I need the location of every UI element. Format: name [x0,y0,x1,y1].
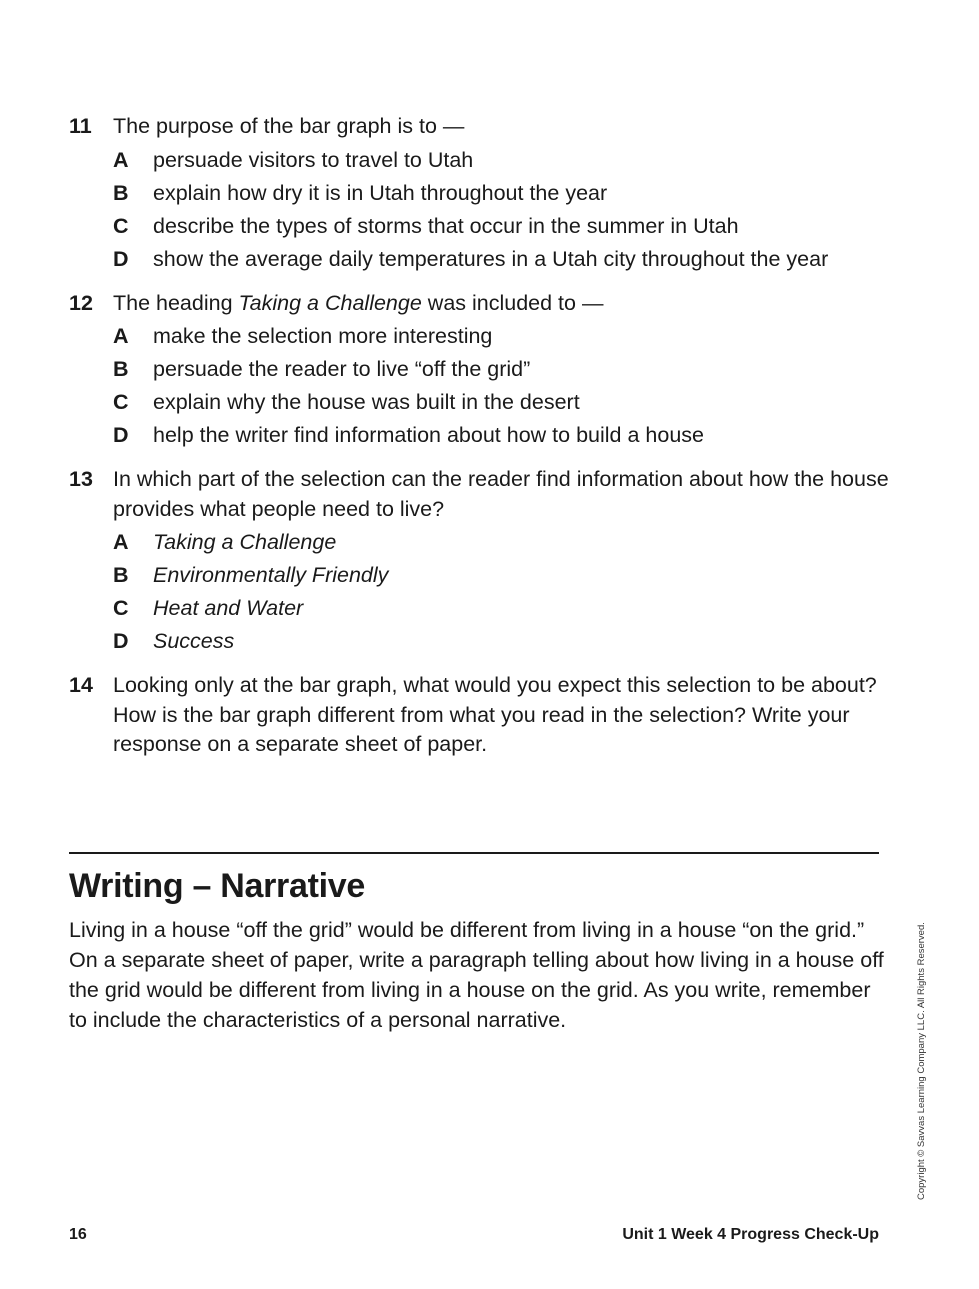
question-text-start: The heading [113,290,239,315]
option-letter: D [113,423,129,447]
section-title: Writing – Narrative [69,867,365,905]
option-b [113,178,889,208]
option-letter: C [113,213,129,238]
question-text: In which part of the selection can the reader find information about how the house provides what people need to live? [113,467,889,521]
option-text: describe the types of storms that occur in the summer in Utah [153,213,739,238]
option-d [113,626,889,656]
option-letter: A [113,324,129,348]
option-c [113,593,889,623]
option-text: persuade the reader to live “off the grid” [153,357,531,381]
option-letter: B [113,563,129,587]
option-a [113,145,889,175]
option-letter: A [113,147,129,172]
option-d [113,420,889,450]
question-number: 12 [69,290,93,315]
option-c [113,211,889,241]
option-a [113,321,889,351]
option-letter: B [113,180,129,205]
questions-section [69,112,889,775]
question-text [113,289,889,319]
option-text: Heat and Water [153,596,304,620]
answer-options [113,145,889,274]
option-letter: A [113,530,129,554]
option-text: Environmentally Friendly [153,563,389,587]
option-letter: C [113,596,129,620]
question-14 [69,671,889,760]
option-text: persuade visitors to travel to Utah [153,147,474,172]
option-d [113,244,889,274]
option-a [113,527,889,557]
answer-options [113,527,889,656]
option-letter: D [113,629,129,653]
option-letter: D [113,246,129,271]
option-letter: B [113,357,129,381]
option-text: Taking a Challenge [153,530,337,554]
option-text: show the average daily temperatures in a Utah city throughout the year [153,246,829,271]
question-13 [69,465,889,656]
option-text: help the writer find information about how to build a house [153,423,704,447]
footer-title: Unit 1 Week 4 Progress Check-Up [622,1226,879,1243]
question-number: 11 [69,114,92,138]
question-text-end: was included to — [421,290,604,315]
option-text: make the selection more interesting [153,324,493,348]
option-b [113,354,889,384]
option-text: explain how dry it is in Utah throughout the year [153,180,608,205]
section-divider [69,852,879,854]
question-text: Looking only at the bar graph, what would you expect this selection to be about? How is the bar graph different from what you read in the selection? Write your response on a separate sheet of paper. [113,673,877,756]
option-letter: C [113,390,129,414]
option-b [113,560,889,590]
question-12 [69,289,889,451]
writing-prompt: Living in a house “off the grid” would be different from living in a house “on the grid.” On a separate sheet of paper, write a paragraph telling about how living in a house off the grid would be different from living in a house on the grid. As you write, remember to include the characteristics of a personal narrative. [69,918,884,1032]
question-number: 14 [69,673,93,697]
heading-reference: Taking a Challenge [238,290,422,315]
question-number: 13 [69,467,93,491]
option-text: explain why the house was built in the desert [153,390,580,414]
answer-options [113,321,889,450]
option-c [113,387,889,417]
option-text: Success [153,629,235,653]
question-11 [69,112,889,274]
question-text: The purpose of the bar graph is to — [113,114,465,138]
page-number: 16 [69,1226,87,1243]
copyright-notice: Copyright © Savvas Learning Company LLC. All Rights Reserved. [916,922,927,1200]
